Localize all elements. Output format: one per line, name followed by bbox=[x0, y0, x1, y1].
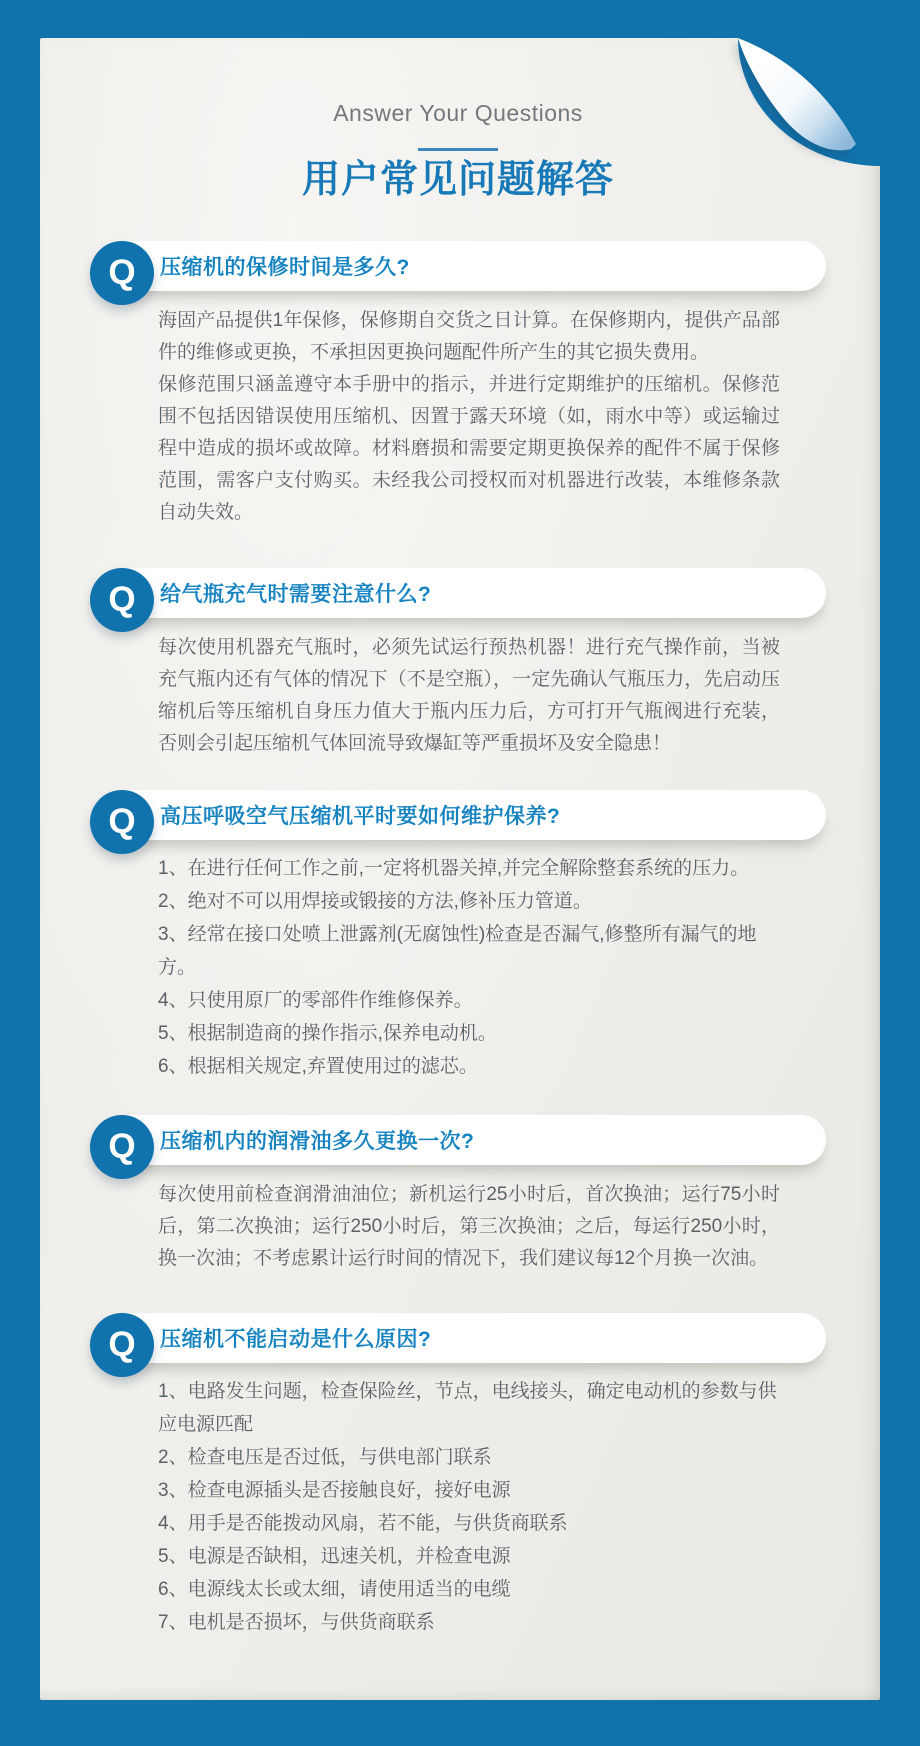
page-curl-icon bbox=[730, 38, 880, 173]
qa-section bbox=[90, 790, 826, 1083]
question-row bbox=[90, 790, 826, 840]
paper-card bbox=[40, 38, 880, 1700]
question-pill bbox=[100, 1313, 826, 1363]
q-badge-icon: Q bbox=[90, 568, 154, 632]
answer-block bbox=[158, 1179, 780, 1275]
answer-block bbox=[158, 1375, 780, 1639]
question-label: 压缩机的保修时间是多久? bbox=[160, 256, 410, 279]
answer-block bbox=[158, 305, 780, 529]
answer-paragraph: 每次使用机器充气瓶时，必须先试运行预热机器！进行充气操作前，当被充气瓶内还有气体的情况下（不是空瓶），一定先确认气瓶压力，先启动压缩机后等压缩机自身压力值大于瓶内压力后，方可打开气瓶阀进行充装，否则会引起压缩机气体回流导致爆缸等严重损坏及安全隐患！ bbox=[158, 637, 780, 754]
question-pill bbox=[100, 1115, 826, 1165]
qa-section bbox=[90, 1115, 826, 1275]
q-badge-icon: Q bbox=[90, 1115, 154, 1179]
answer-list-item: 4、用手是否能拨动风扇，若不能，与供货商联系 bbox=[158, 1513, 568, 1534]
qa-section bbox=[90, 568, 826, 760]
question-pill bbox=[100, 241, 826, 291]
answer-list-item: 1、在进行任何工作之前,一定将机器关掉,并完全解除整套系统的压力。 bbox=[158, 858, 750, 879]
question-label: 给气瓶充气时需要注意什么? bbox=[160, 583, 432, 606]
answer-list-item: 2、绝对不可以用焊接或锻接的方法,修补压力管道。 bbox=[158, 891, 592, 912]
answer-list-item: 7、电机是否损坏，与供货商联系 bbox=[158, 1612, 435, 1633]
answer-list-item: 5、电源是否缺相，迅速关机，并检查电源 bbox=[158, 1546, 511, 1567]
answer-list-item: 3、经常在接口处喷上泄露剂(无腐蚀性)检查是否漏气,修整所有漏气的地方。 bbox=[158, 924, 757, 978]
qa-section bbox=[90, 1313, 826, 1639]
header-divider bbox=[418, 148, 498, 151]
q-badge-icon: Q bbox=[90, 1313, 154, 1377]
question-row bbox=[90, 241, 826, 291]
answer-list-item: 6、电源线太长或太细，请使用适当的电缆 bbox=[158, 1579, 511, 1600]
answer-list-item: 6、根据相关规定,弃置使用过的滤芯。 bbox=[158, 1056, 478, 1077]
qa-section-list bbox=[90, 241, 826, 1639]
eyebrow-title: Answer Your Questions bbox=[333, 100, 583, 126]
question-label: 高压呼吸空气压缩机平时要如何维护保养? bbox=[160, 805, 561, 828]
question-row bbox=[90, 1313, 826, 1363]
q-badge-icon: Q bbox=[90, 241, 154, 305]
q-badge-icon: Q bbox=[90, 790, 154, 854]
answer-list-item: 5、根据制造商的操作指示,保养电动机。 bbox=[158, 1023, 497, 1044]
answer-list-item: 4、只使用原厂的零部件作维修保养。 bbox=[158, 990, 473, 1011]
answer-paragraph: 保修范围只涵盖遵守本手册中的指示，并进行定期维护的压缩机。保修范围不包括因错误使用压缩机、因置于露天环境（如，雨水中等）或运输过程中造成的损坏或故障。材料磨损和需要定期更换保养的配件不属于保修范围，需客户支付购买。未经我公司授权而对机器进行改装，本维修条款自动失效。 bbox=[158, 374, 780, 523]
question-label: 压缩机内的润滑油多久更换一次? bbox=[160, 1130, 475, 1153]
answer-paragraph: 海固产品提供1年保修，保修期自交货之日计算。在保修期内，提供产品部件的维修或更换，不承担因更换问题配件所产生的其它损失费用。 bbox=[158, 310, 780, 363]
page-title: 用户常见问题解答 bbox=[301, 159, 614, 201]
answer-list-item: 3、检查电源插头是否接触良好，接好电源 bbox=[158, 1480, 511, 1501]
question-pill bbox=[100, 568, 826, 618]
answer-block bbox=[158, 852, 780, 1083]
card-content bbox=[40, 98, 880, 1639]
qa-section bbox=[90, 241, 826, 529]
question-label: 压缩机不能启动是什么原因? bbox=[160, 1328, 432, 1351]
question-pill bbox=[100, 790, 826, 840]
answer-list-item: 1、电路发生问题，检查保险丝，节点，电线接头，确定电动机的参数与供应电源匹配 bbox=[158, 1381, 777, 1435]
question-row bbox=[90, 1115, 826, 1165]
answer-list-item: 2、检查电压是否过低，与供电部门联系 bbox=[158, 1447, 492, 1468]
question-row bbox=[90, 568, 826, 618]
answer-block bbox=[158, 632, 780, 760]
answer-paragraph: 每次使用前检查润滑油油位；新机运行25小时后，首次换油；运行75小时后，第二次换油；运行250小时后，第三次换油；之后，每运行250小时，换一次油；不考虑累计运行时间的情况下，我们建议每12个月换一次油。 bbox=[158, 1184, 780, 1269]
